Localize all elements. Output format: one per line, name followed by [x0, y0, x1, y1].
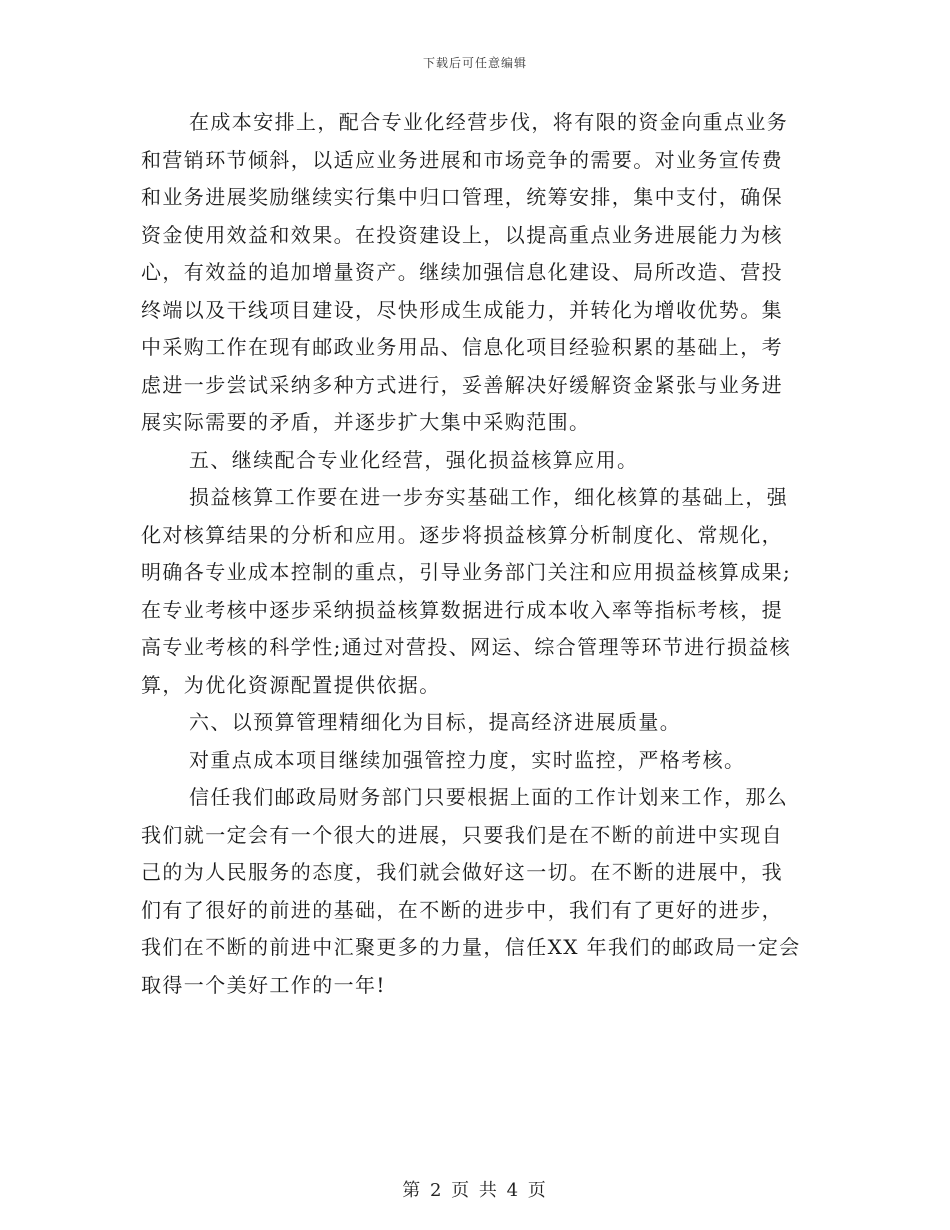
text-line: 心，有效益的追加增量资产。继续加强信息化建设、局所改造、营投 — [141, 260, 783, 284]
text-line: 和业务进展奖励继续实行集中归口管理，统筹安排，集中支付，确保 — [141, 185, 783, 209]
text-line: 在专业考核中逐步采纳损益核算数据进行成本收入率等指标考核，提 — [141, 597, 783, 622]
text-line: 我们在不断的前进中汇聚更多的力量，信任XX 年我们的邮政局一定会 — [141, 935, 801, 959]
text-line: 取得一个美好工作的一年! — [141, 972, 386, 997]
text-line: 损益核算工作要在进一步夯实基础工作，细化核算的基础上，强 — [189, 485, 789, 509]
text-line: 明确各专业成本控制的重点，引导业务部门关注和应用损益核算成果; — [141, 560, 792, 584]
section-heading-five: 五、继续配合专业化经营，强化损益核算应用。 — [189, 447, 639, 472]
page-header: 下载后可任意编辑 — [422, 56, 527, 70]
text-line: 化对核算结果的分析和应用。逐步将损益核算分析制度化、常规化， — [141, 522, 783, 547]
text-line: 和营销环节倾斜，以适应业务进展和市场竞争的需要。对业务宣传费 — [141, 147, 783, 172]
text-line: 高专业考核的科学性;通过对营投、网运、综合管理等环节进行损益核 — [141, 635, 792, 659]
text-line: 在成本安排上，配合专业化经营步伐，将有限的资金向重点业务 — [189, 110, 789, 134]
text-line: 信任我们邮政局财务部门只要根据上面的工作计划来工作，那么 — [189, 785, 789, 809]
text-line: 终端以及干线项目建设，尽快形成生成能力，并转化为增收优势。集 — [141, 297, 783, 322]
text-line: 对重点成本项目继续加强管控力度，实时监控，严格考核。 — [189, 747, 746, 772]
text-line: 资金使用效益和效果。在投资建设上，以提高重点业务进展能力为核 — [141, 222, 783, 247]
text-line: 中采购工作在现有邮政业务用品、信息化项目经验积累的基础上，考 — [141, 335, 783, 359]
text-line: 展实际需要的矛盾，并逐步扩大集中采购范围。 — [141, 410, 591, 434]
text-line: 算，为优化资源配置提供依据。 — [141, 672, 441, 697]
text-line: 己的为人民服务的态度，我们就会做好这一切。在不断的进展中，我 — [141, 860, 783, 884]
text-line: 们有了很好的前进的基础，在不断的进步中，我们有了更好的进步， — [141, 897, 783, 922]
section-heading-six: 六、以预算管理精细化为目标，提高经济进展质量。 — [189, 710, 682, 734]
page-number-footer: 第 2 页 共 4 页 — [402, 1180, 548, 1201]
text-line: 虑进一步尝试采纳多种方式进行，妥善解决好缓解资金紧张与业务进 — [141, 372, 783, 397]
document-body — [141, 104, 821, 1004]
text-line: 我们就一定会有一个很大的进展，只要我们是在不断的前进中实现自 — [141, 822, 783, 847]
